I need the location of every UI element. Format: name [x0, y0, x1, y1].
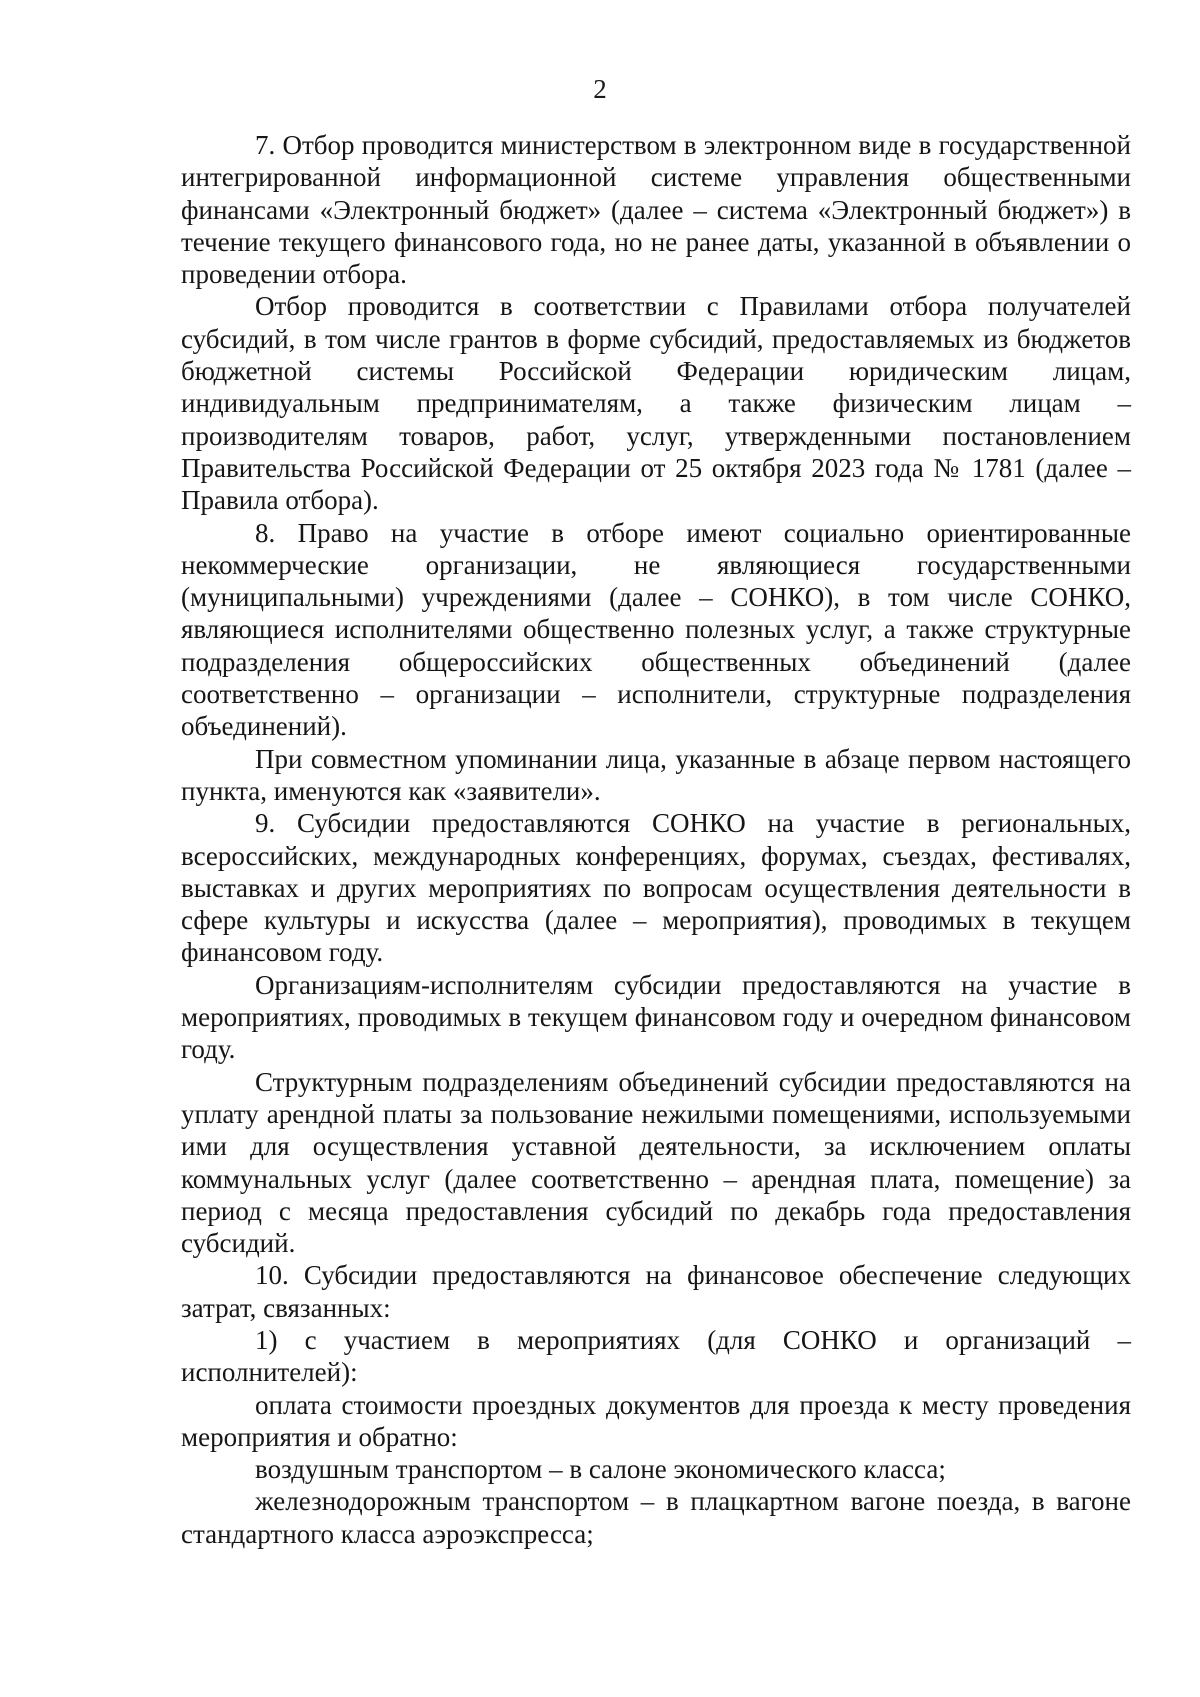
document-body — [181, 129, 1131, 1550]
paragraph-executor-organizations: Организациям-исполнителям субсидии предоставляются на участие в мероприятиях, проводимых в текущем финансовом году и очередном финансовом году. — [181, 969, 1131, 1065]
paragraph-10: 10. Субсидии предоставляются на финансовое обеспечение следующих затрат, связанных: — [181, 1260, 1131, 1323]
page-number: 2 — [593, 74, 607, 104]
paragraph-selection-rules: Отбор проводится в соответствии с Правилами отбора получателей субсидий, в том числе грантов в форме субсидий, предоставляемых из бюджетов бюджетной системы Российской Федерации юридическим лицам, индивидуальным предпринимателям, а также физическим лицам – производителям товаров, работ, услуг, утвержденными постановлением Правительства Российской Федерации от 25 октября 2023 года № 1781 (далее – Правила отбора). — [181, 291, 1131, 516]
paragraph-travel-costs: оплата стоимости проездных документов для проезда к месту проведения мероприятия и обратно: — [181, 1389, 1131, 1452]
paragraph-rail-transport: железнодорожным транспортом – в плацкартном вагоне поезда, в вагоне стандартного класса аэроэкспресса; — [181, 1486, 1131, 1549]
paragraph-9: 9. Субсидии предоставляются СОНКО на участие в региональных, всероссийских, международных конференциях, форумах, съездах, фестивалях, выставках и других мероприятиях по вопросам осуществления деятельности в сфере культуры и искусства (далее – мероприятия), проводимых в текущем финансовом году. — [181, 808, 1131, 968]
paragraph-applicants: При совместном упоминании лица, указанные в абзаце первом настоящего пункта, именуются как «заявители». — [181, 743, 1131, 806]
paragraph-7: 7. Отбор проводится министерством в электронном виде в государственной интегрированной информационной системе управления общественными финансами «Электронный бюджет» (далее – система «Электронный бюджет») в течение текущего финансового года, но не ранее даты, указанной в объявлении о проведении отбора. — [181, 130, 1131, 290]
paragraph-8: 8. Право на участие в отборе имеют социально ориентированные некоммерческие организации, не являющиеся государственными (муниципальными) учреждениями (далее – СОНКО), в том числе СОНКО, являющиеся исполнителями общественно полезных услуг, а также структурные подразделения общероссийских общественных объединений (далее соответственно – организации – исполнители, структурные подразделения объединений). — [181, 517, 1131, 742]
paragraph-air-transport: воздушным транспортом – в салоне экономического класса; — [255, 1454, 946, 1485]
list-item-1: 1) с участием в мероприятиях (для СОНКО и организаций – исполнителей): — [181, 1324, 1131, 1388]
paragraph-structural-units: Структурным подразделениям объединений субсидии предоставляются на уплату арендной платы за пользование нежилыми помещениями, используемыми ими для осуществления уставной деятельности, за исключением оплаты коммунальных услуг (далее соответственно – арендная плата, помещение) за период с месяца предоставления субсидий по декабрь года предоставления субсидий. — [181, 1066, 1131, 1259]
